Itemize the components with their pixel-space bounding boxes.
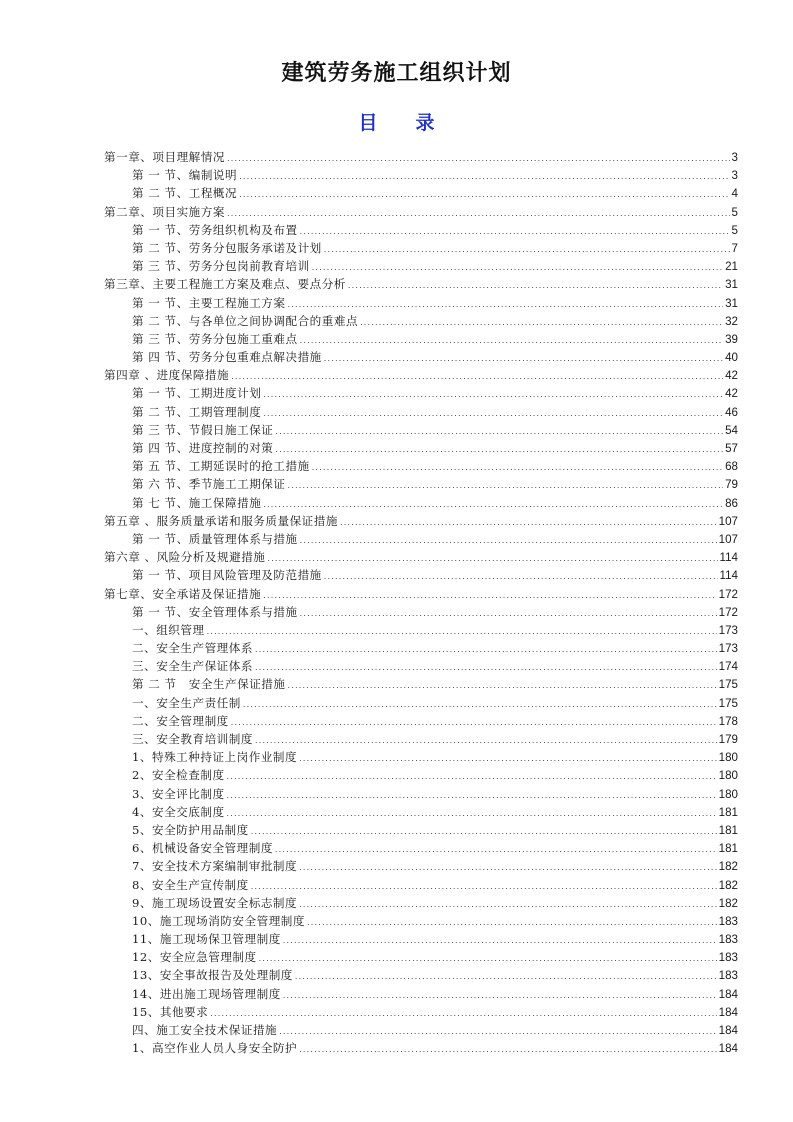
toc-page-number: 114 <box>719 569 738 583</box>
toc-section-entry[interactable] <box>104 221 738 239</box>
toc-section-entry[interactable] <box>104 876 738 894</box>
toc-dot-leader <box>348 277 723 295</box>
toc-entry-label: 11、施工现场保卫管理制度 <box>132 932 281 947</box>
toc-section-entry[interactable] <box>104 712 738 730</box>
toc-section-entry[interactable] <box>104 730 738 748</box>
table-of-contents <box>104 148 738 1057</box>
toc-entry-label: 第 一 节、项目风险管理及防范措施 <box>132 568 322 583</box>
toc-section-entry[interactable] <box>104 1039 738 1057</box>
toc-entry-label: 第 二 节 安全生产保证措施 <box>132 677 286 692</box>
toc-section-entry[interactable] <box>104 566 738 584</box>
toc-dot-leader <box>231 714 717 732</box>
toc-page-number: 31 <box>725 296 738 310</box>
toc-entry-label: 四、施工安全技术保证措施 <box>132 1023 278 1037</box>
toc-entry-label: 7、安全技术方案编制审批制度 <box>132 859 298 874</box>
toc-entry-label: 3、安全评比制度 <box>132 786 225 801</box>
toc-page-number: 42 <box>725 387 738 401</box>
toc-section-entry[interactable] <box>104 748 738 766</box>
toc-dot-leader <box>300 332 724 350</box>
toc-section-entry[interactable] <box>104 839 738 857</box>
toc-page-number: 175 <box>718 678 738 692</box>
toc-entry-label: 二、安全生产管理体系 <box>132 641 253 656</box>
toc-page-number: 3 <box>731 151 738 164</box>
toc-section-entry[interactable] <box>104 475 738 493</box>
toc-dot-leader <box>288 677 717 695</box>
toc-page-number: 181 <box>718 805 738 819</box>
toc-entry-label: 第六章 、风险分析及规避措施 <box>104 550 266 565</box>
toc-chapter-entry[interactable] <box>104 148 738 166</box>
toc-dot-leader <box>227 205 730 223</box>
toc-entry-label: 第 二 节、与各单位之间协调配合的重难点 <box>132 313 359 328</box>
toc-chapter-entry[interactable] <box>104 585 738 603</box>
toc-chapter-entry[interactable] <box>104 512 738 530</box>
toc-section-entry[interactable] <box>104 894 738 912</box>
toc-entry-label: 第 六 节、季节施工工期保证 <box>132 477 286 492</box>
toc-dot-leader <box>255 659 717 677</box>
toc-entry-label: 第三章、主要工程施工方案及难点、要点分析 <box>104 277 346 292</box>
toc-entry-label: 第 一 节、主要工程施工方案 <box>132 295 286 310</box>
toc-dot-leader <box>207 623 717 641</box>
toc-page-number: 39 <box>725 332 738 346</box>
toc-entry-label: 第 三 节、劳务分包施工重难点 <box>132 331 298 346</box>
toc-page-number: 183 <box>718 969 738 983</box>
toc-dot-leader <box>255 641 717 659</box>
toc-dot-leader <box>307 914 717 932</box>
toc-dot-leader <box>312 459 723 477</box>
toc-dot-leader <box>299 859 717 877</box>
toc-dot-leader <box>275 841 717 859</box>
toc-page-number: 179 <box>718 733 738 746</box>
document-title: 建筑劳务施工组织计划 <box>281 61 512 86</box>
toc-entry-label: 第 一 节、质量管理体系与措施 <box>132 531 298 546</box>
toc-dot-leader <box>295 968 717 986</box>
toc-chapter-entry[interactable] <box>104 275 738 293</box>
toc-entry-label: 第五章 、服务质量承诺和服务质量保证措施 <box>104 513 338 528</box>
toc-entry-label: 5、安全防护用品制度 <box>132 822 249 837</box>
toc-section-entry[interactable] <box>104 621 738 639</box>
toc-entry-label: 9、施工现场设置安全标志制度 <box>132 895 298 910</box>
toc-chapter-entry[interactable] <box>104 366 738 384</box>
toc-page-number: 182 <box>718 878 738 892</box>
toc-entry-label: 第七章、安全承诺及保证措施 <box>104 586 262 601</box>
toc-dot-leader <box>283 932 717 950</box>
toc-page-number: 172 <box>718 605 738 619</box>
toc-entry-label: 第 四 节、进度控制的对策 <box>132 441 274 455</box>
toc-section-entry[interactable] <box>104 912 738 930</box>
toc-entry-label: 第 二 节、工期管理制度 <box>132 404 262 419</box>
toc-entry-label: 15、其他要求 <box>132 1004 209 1019</box>
toc-entry-label: 第二章、项目实施方案 <box>104 204 225 219</box>
toc-page-number: 174 <box>718 660 738 674</box>
toc-section-entry[interactable] <box>104 384 738 402</box>
toc-section-entry[interactable] <box>104 985 738 1003</box>
toc-section-entry[interactable] <box>104 239 738 257</box>
toc-entry-label: 第 三 节、节假日施工保证 <box>132 422 274 437</box>
toc-dot-leader <box>231 368 723 386</box>
toc-page-number: 57 <box>725 442 738 455</box>
toc-page-number: 183 <box>718 933 738 947</box>
toc-section-entry[interactable] <box>104 821 738 839</box>
toc-section-entry[interactable] <box>104 330 738 348</box>
toc-page-number: 5 <box>731 205 738 219</box>
toc-page-number: 184 <box>718 987 738 1001</box>
toc-entry-label: 8、安全生产宣传制度 <box>132 877 249 892</box>
toc-dot-leader <box>300 532 717 550</box>
toc-entry-label: 第 五 节、工期延误时的抢工措施 <box>132 459 310 474</box>
toc-section-entry[interactable] <box>104 1021 738 1039</box>
toc-page-number: 4 <box>731 187 738 201</box>
toc-chapter-entry[interactable] <box>104 548 738 566</box>
toc-dot-leader <box>275 423 723 441</box>
toc-entry-label: 14、进出施工现场管理制度 <box>132 986 281 1001</box>
toc-entry-label: 6、机械设备安全管理制度 <box>132 841 273 856</box>
toc-page-number: 107 <box>718 532 738 546</box>
toc-page-number: 172 <box>718 587 738 601</box>
toc-page-number: 178 <box>718 714 738 728</box>
toc-dot-leader <box>299 896 717 914</box>
toc-section-entry[interactable] <box>104 439 738 457</box>
toc-dot-leader <box>263 405 723 423</box>
toc-dot-leader <box>300 223 730 241</box>
toc-page-number: 180 <box>718 751 738 765</box>
toc-section-entry[interactable] <box>104 403 738 421</box>
toc-dot-leader <box>340 514 717 532</box>
toc-dot-leader <box>300 605 717 623</box>
toc-page-number: 68 <box>725 460 738 474</box>
toc-dot-leader <box>324 241 730 259</box>
toc-entry-label: 第 一 节、劳务组织机构及布置 <box>132 222 298 237</box>
toc-page-number: 184 <box>718 1024 738 1037</box>
toc-page-number: 183 <box>718 951 738 965</box>
toc-page-number: 180 <box>718 769 738 783</box>
toc-entry-label: 10、施工现场消防安全管理制度 <box>132 913 305 928</box>
toc-page-number: 46 <box>725 405 738 419</box>
toc-dot-leader <box>243 696 717 714</box>
toc-page-number: 175 <box>718 696 738 710</box>
toc-dot-leader <box>288 477 724 495</box>
toc-entry-label: 三、安全生产保证体系 <box>132 659 253 674</box>
toc-section-entry[interactable] <box>104 257 738 275</box>
toc-page-number: 54 <box>725 423 738 437</box>
toc-section-entry[interactable] <box>104 348 738 366</box>
toc-page-number: 181 <box>718 823 738 837</box>
toc-entry-label: 13、安全事故报告及处理制度 <box>132 968 293 983</box>
toc-page-number: 184 <box>718 1042 738 1056</box>
toc-page-number: 21 <box>725 260 738 274</box>
toc-dot-leader <box>227 787 717 805</box>
toc-entry-label: 二、安全管理制度 <box>132 713 229 728</box>
toc-page-number: 7 <box>731 241 738 255</box>
toc-section-entry[interactable] <box>104 675 738 693</box>
toc-dot-leader <box>267 550 717 568</box>
toc-page-number: 173 <box>718 623 738 637</box>
toc-page-number: 182 <box>718 860 738 874</box>
toc-entry-label: 第四章 、进度保障措施 <box>104 368 230 383</box>
toc-section-entry[interactable] <box>104 312 738 330</box>
toc-section-entry[interactable] <box>104 184 738 202</box>
toc-section-entry[interactable] <box>104 803 738 821</box>
toc-entry-label: 1、特殊工种持证上岗作业制度 <box>132 750 298 765</box>
toc-section-entry[interactable] <box>104 1003 738 1021</box>
toc-section-entry[interactable] <box>104 657 738 675</box>
toc-page-number: 182 <box>718 896 738 910</box>
toc-entry-label: 一、安全生产责任制 <box>132 695 241 710</box>
toc-page-number: 107 <box>718 514 738 528</box>
toc-page-number: 31 <box>725 278 738 292</box>
toc-dot-leader <box>263 587 716 605</box>
toc-section-entry[interactable] <box>104 457 738 475</box>
toc-entry-label: 1、高空作业人员人身安全防护 <box>132 1041 298 1056</box>
toc-dot-leader <box>312 259 723 277</box>
toc-page-number: 42 <box>725 369 738 383</box>
toc-chapter-entry[interactable] <box>104 203 738 221</box>
toc-page-number: 173 <box>718 642 738 656</box>
toc-entry-label: 12、安全应急管理制度 <box>132 950 257 965</box>
toc-entry-label: 4、安全交底制度 <box>132 804 225 819</box>
toc-section-entry[interactable] <box>104 948 738 966</box>
toc-dot-leader <box>239 186 729 204</box>
toc-page-number: 181 <box>718 842 738 856</box>
toc-dot-leader <box>324 350 723 368</box>
toc-dot-leader <box>299 750 717 768</box>
toc-entry-label: 三、安全教育培训制度 <box>132 732 253 746</box>
toc-section-entry[interactable] <box>104 603 738 621</box>
toc-page-number: 114 <box>719 551 738 565</box>
toc-dot-leader <box>251 823 717 841</box>
toc-dot-leader <box>324 568 718 586</box>
toc-dot-leader <box>255 732 717 750</box>
toc-page-number: 40 <box>725 351 738 365</box>
toc-page-number: 184 <box>718 1005 738 1019</box>
toc-dot-leader <box>263 386 723 404</box>
toc-dot-leader <box>279 1023 717 1041</box>
toc-page-number: 32 <box>725 314 738 328</box>
toc-section-entry[interactable] <box>104 766 738 784</box>
toc-page-number: 183 <box>718 914 738 928</box>
toc-entry-label: 第 七 节、施工保障措施 <box>132 495 262 510</box>
toc-page-number: 5 <box>731 223 738 237</box>
toc-dot-leader <box>360 314 723 332</box>
toc-section-entry[interactable] <box>104 421 738 439</box>
toc-dot-leader <box>251 878 717 896</box>
toc-dot-leader <box>283 987 717 1005</box>
toc-dot-leader <box>210 1005 716 1023</box>
toc-section-entry[interactable] <box>104 494 738 512</box>
toc-entry-label: 2、安全检查制度 <box>132 768 225 783</box>
toc-dot-leader <box>275 441 723 459</box>
toc-dot-leader <box>227 150 730 168</box>
toc-entry-label: 第一章、项目理解情况 <box>104 150 225 164</box>
toc-heading: 目录 <box>358 112 473 134</box>
toc-dot-leader <box>227 805 717 823</box>
toc-section-entry[interactable] <box>104 857 738 875</box>
toc-entry-label: 第 一 节、编制说明 <box>132 168 238 183</box>
toc-dot-leader <box>259 950 717 968</box>
toc-section-entry[interactable] <box>104 694 738 712</box>
toc-entry-label: 第 一 节、安全管理体系与措施 <box>132 604 298 619</box>
toc-entry-label: 第 三 节、劳务分包岗前教育培训 <box>132 259 310 274</box>
toc-dot-leader <box>227 768 717 786</box>
toc-dot-leader <box>239 168 729 186</box>
toc-entry-label: 第 二 节、工程概况 <box>132 186 238 201</box>
toc-section-entry[interactable] <box>104 930 738 948</box>
toc-page-number: 3 <box>731 169 738 183</box>
toc-entry-label: 一、组织管理 <box>132 622 205 637</box>
toc-page-number: 86 <box>725 496 738 510</box>
toc-section-entry[interactable] <box>104 785 738 803</box>
toc-entry-label: 第 一 节、工期进度计划 <box>132 386 262 401</box>
toc-entry-label: 第 四 节、劳务分包重难点解决措施 <box>132 350 322 365</box>
toc-section-entry[interactable] <box>104 639 738 657</box>
toc-section-entry[interactable] <box>104 294 738 312</box>
toc-section-entry[interactable] <box>104 966 738 984</box>
toc-section-entry[interactable] <box>104 166 738 184</box>
toc-page-number: 79 <box>725 478 738 492</box>
toc-page-number: 180 <box>718 787 738 801</box>
toc-section-entry[interactable] <box>104 530 738 548</box>
toc-entry-label: 第 二 节、劳务分包服务承诺及计划 <box>132 240 322 255</box>
toc-dot-leader <box>299 1041 717 1059</box>
